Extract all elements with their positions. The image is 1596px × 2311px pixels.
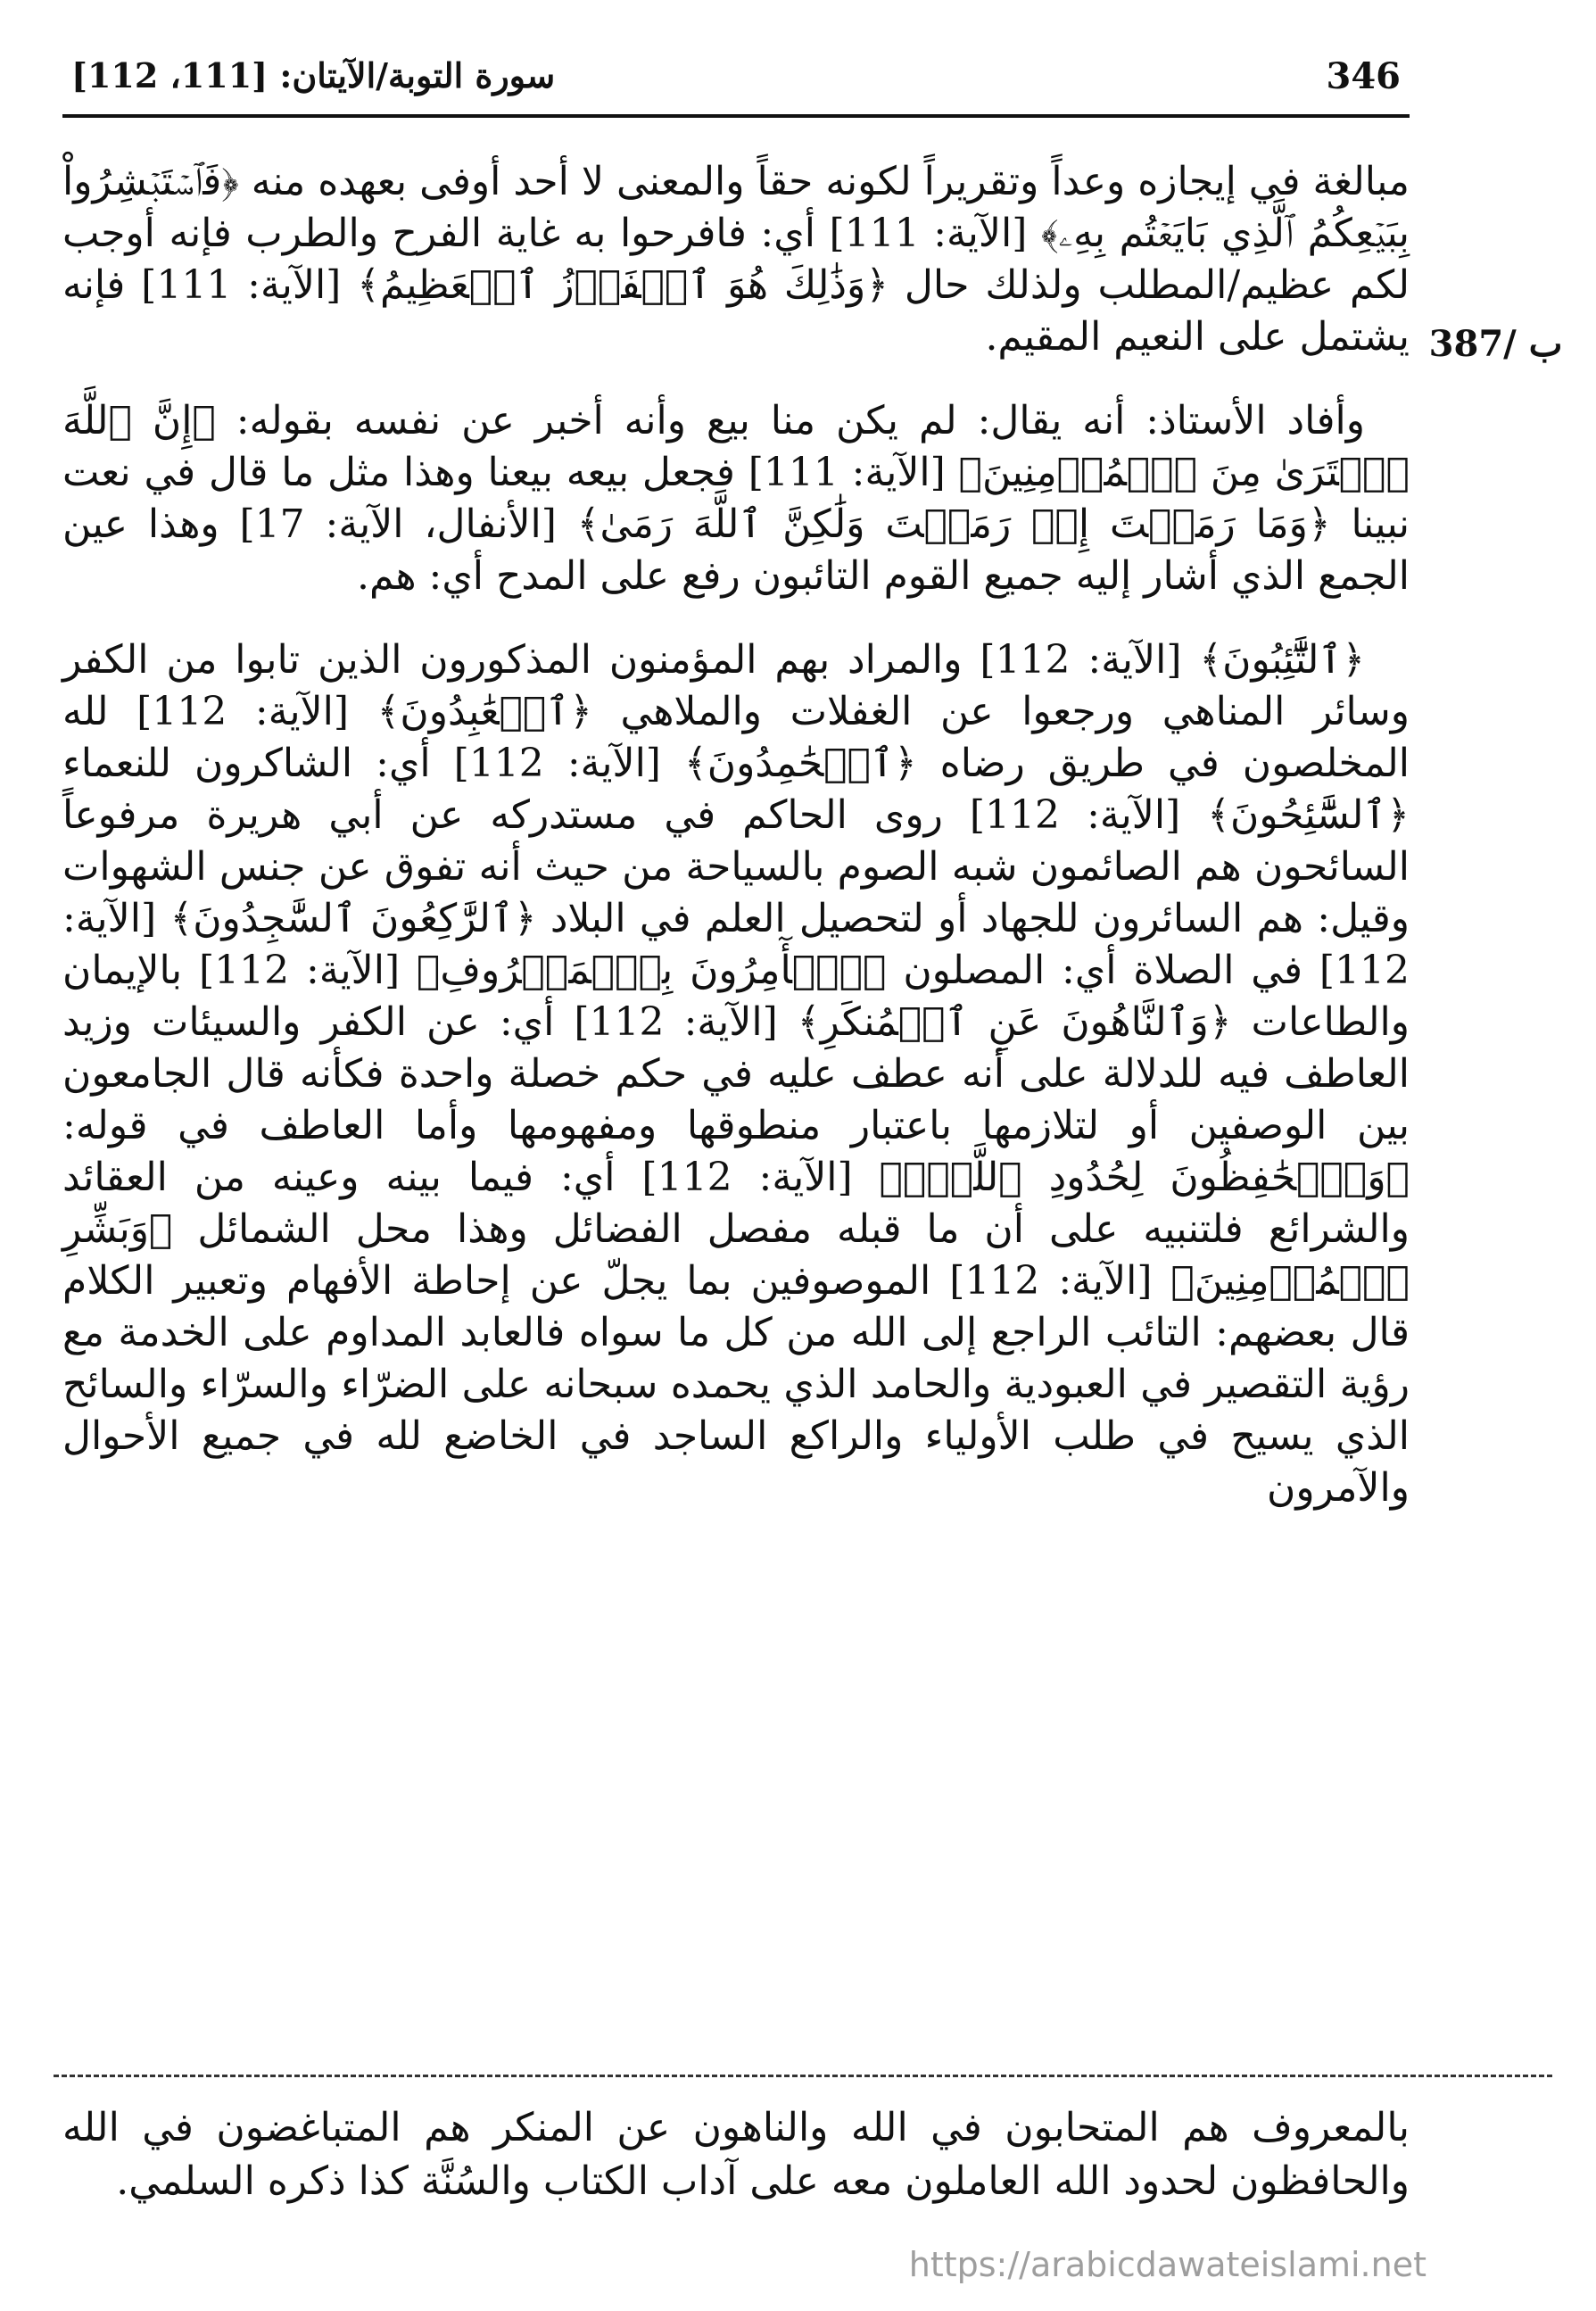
continuation-text [62, 2101, 1410, 2208]
page-number: 346 [1326, 55, 1401, 97]
running-head: سورة التوبة/الآيتان: [111، 112] [71, 55, 556, 95]
paragraph: مبالغة في إيجازه وعداً وتقريراً لكونه حقاً والمعنى لا أحد أوفى بعهده منه ﴿فَٱسۡتَبۡشِرُواْ بِبَيۡعِكُمُ ٱلَّذِي بَايَعۡتُم بِهِۦ﴾ [الآية: 111] أي: فافرحوا به غاية الفرح والطرب فإنه أوجب لكم عظيم/المطلب ولذلك حال ﴿وَذَٰلِكَ هُوَ ٱلۡفَوۡزُ ٱلۡعَظِيمُ﴾ [الآية: 111] فإنه يشتمل على النعيم المقيم. [62, 159, 1410, 360]
header-rule [62, 114, 1410, 118]
margin-note: 387/ ب [1428, 323, 1563, 365]
paragraph: وأفاد الأستاذ: أنه يقال: لم يكن منا بيع وأنه أخبر عن نفسه بقوله: ﴿إِنَّ ٱللَّهَ ٱشۡتَرَىٰ مِنَ ٱلۡمُؤۡمِنِينَ﴾ [الآية: 111] فجعل بيعه بيعنا وهذا مثل ما قال في نعت نبينا ﴿وَمَا رَمَيۡتَ إِذۡ رَمَيۡتَ وَلَٰكِنَّ ٱللَّهَ رَمَىٰ﴾ [الأنفال، الآية: 17] وهذا عين الجمع الذي أشار إليه جميع القوم التائبون رفع على المدح أي: هم. [62, 398, 1410, 599]
body-text [62, 156, 1410, 1514]
page-header [71, 55, 1401, 109]
watermark-url: https://arabicdawateislami.net [908, 2245, 1426, 2284]
footnote-divider [54, 2075, 1552, 2077]
paragraph: ﴿ٱلتَّٰٓئِبُونَ﴾ [الآية: 112] والمراد بهم المؤمنون المذكورون الذين تابوا من الكفر وسائر المناهي ورجعوا عن الغفلات والملاهي ﴿ٱلۡعَٰبِدُونَ﴾ [الآية: 112] لله المخلصون في طريق رضاه ﴿ٱلۡحَٰمِدُونَ﴾ [الآية: 112] أي: الشاكرون للنعماء ﴿ٱلسَّٰٓئِحُونَ﴾ [الآية: 112] روى الحاكم في مستدركه عن أبي هريرة مرفوعاً السائحون هم الصائمون شبه الصوم بالسياحة من حيث أنه تفوق عن جنس الشهوات وقيل: هم السائرون للجهاد أو لتحصيل العلم في البلاد ﴿ٱلرَّٰكِعُونَ ٱلسَّٰجِدُونَ﴾ [الآية: 112] في الصلاة أي: المصلون ﴿ٱلۡأٓمِرُونَ بِٱلۡمَعۡرُوفِ﴾ [الآية: 112] بالإيمان والطاعات ﴿وَٱلنَّاهُونَ عَنِ ٱلۡمُنكَرِ﴾ [الآية: 112] أي: عن الكفر والسيئات وزيد العاطف فيه للدلالة على أنه عطف عليه في حكم خصلة واحدة فكأنه قال الجامعون بين الوصفين أو لتلازمها باعتبار منطوقها ومفهومها وأما العاطف في قوله: ﴿وَٱلۡحَٰفِظُونَ لِحُدُودِ ٱللَّهِۗ﴾ [الآية: 112] أي: فيما بينه وعينه من العقائد والشرائع فلتنبيه على أن ما قبله مفصل الفضائل وهذا محل الشمائل ﴿وَبَشِّرِ ٱلۡمُؤۡمِنِينَ﴾ [الآية: 112] الموصوفين بما يجلّ عن إحاطة الأفهام وتعبير الكلام قال بعضهم: التائب الراجع إلى الله من كل ما سواه فالعابد المداوم على الخدمة مع رؤية التقصير في العبودية والحامد الذي يحمده سبحانه على الضرّاء والسرّاء والسائح الذي يسيح في طلب الأولياء والراكع الساجد في الخاضع لله في جميع الأحوال والآمرون [62, 637, 1410, 1511]
paragraph: بالمعروف هم المتحابون في الله والناهون عن المنكر هم المتباغضون في الله والحافظون لحدود الله العاملون معه على آداب الكتاب والسُنَّة كذا ذكره السلمي. [62, 2105, 1410, 2204]
